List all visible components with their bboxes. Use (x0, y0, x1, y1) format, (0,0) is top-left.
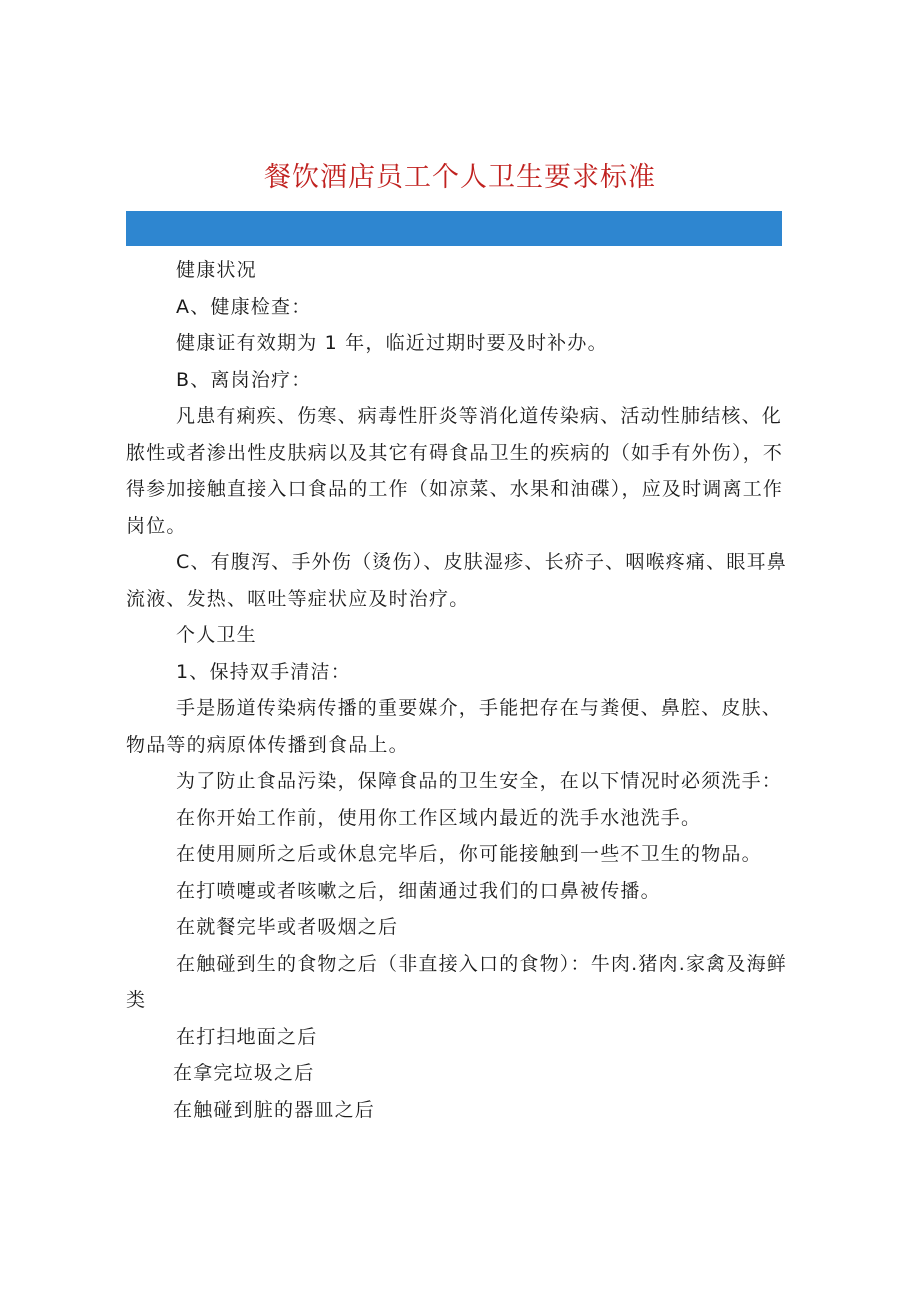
list-item-before-work: 在你开始工作前，使用你工作区域内最近的洗手水池洗手。 (176, 806, 702, 829)
list-item-after-toilet: 在使用厕所之后或休息完毕后，你可能接触到一些不卫生的物品。 (176, 843, 762, 865)
subheading-leave-treatment: B、离岗治疗： (176, 368, 312, 391)
paragraph-wash-conditions: 为了防止食品污染，保障食品的卫生安全，在以下情况时必须洗手： (176, 770, 783, 792)
list-item-after-raw-food: 在触碰到生的食物之后（非直接入口的食物）：牛肉.猪肉.家禽及海鲜类 (126, 952, 787, 1011)
list-item-after-dirty-utensils: 在触碰到脏的器皿之后 (173, 1098, 376, 1121)
list-item-after-meal: 在就餐完毕或者吸烟之后 (176, 916, 399, 938)
paragraph-disease-restriction: 凡患有痢疾、伤寒、病毒性肝炎等消化道传染病、活动性肺结核、化脓性或者渗出性皮肤病以及其它有碍食品卫生的疾病的（如手有外伤），不得参加接触直接入口食品的工作（如凉菜、水果和油碟），应及时调离工作岗位。 (126, 405, 784, 537)
paragraph-health-certificate: 健康证有效期为 1 年，临近过期时要及时补办。 (176, 332, 608, 354)
title-divider-bar (126, 211, 782, 246)
section-heading-health: 健康状况 (176, 259, 257, 281)
subheading-hand-cleaning: 1、保持双手清洁： (176, 660, 351, 683)
list-item-after-sweeping: 在打扫地面之后 (176, 1025, 318, 1048)
paragraph-symptoms: C、有腹泻、手外伤（烫伤）、皮肤湿疹、长疥子、咽喉疼痛、眼耳鼻流液、发热、呕吐等症状应及时治疗。 (126, 551, 787, 610)
document-title: 餐饮酒店员工个人卫生要求标准 (264, 162, 656, 193)
subheading-health-check: A、健康检查： (176, 295, 312, 318)
document-body (126, 252, 796, 1128)
list-item-after-garbage: 在拿完垃圾之后 (173, 1062, 315, 1084)
list-item-after-sneeze: 在打喷嚏或者咳嗽之后，细菌通过我们的口鼻被传播。 (176, 879, 661, 902)
section-heading-personal-hygiene: 个人卫生 (176, 624, 257, 646)
paragraph-hand-medium: 手是肠道传染病传播的重要媒介，手能把存在与粪便、鼻腔、皮肤、物品等的病原体传播到食品上。 (126, 697, 783, 756)
